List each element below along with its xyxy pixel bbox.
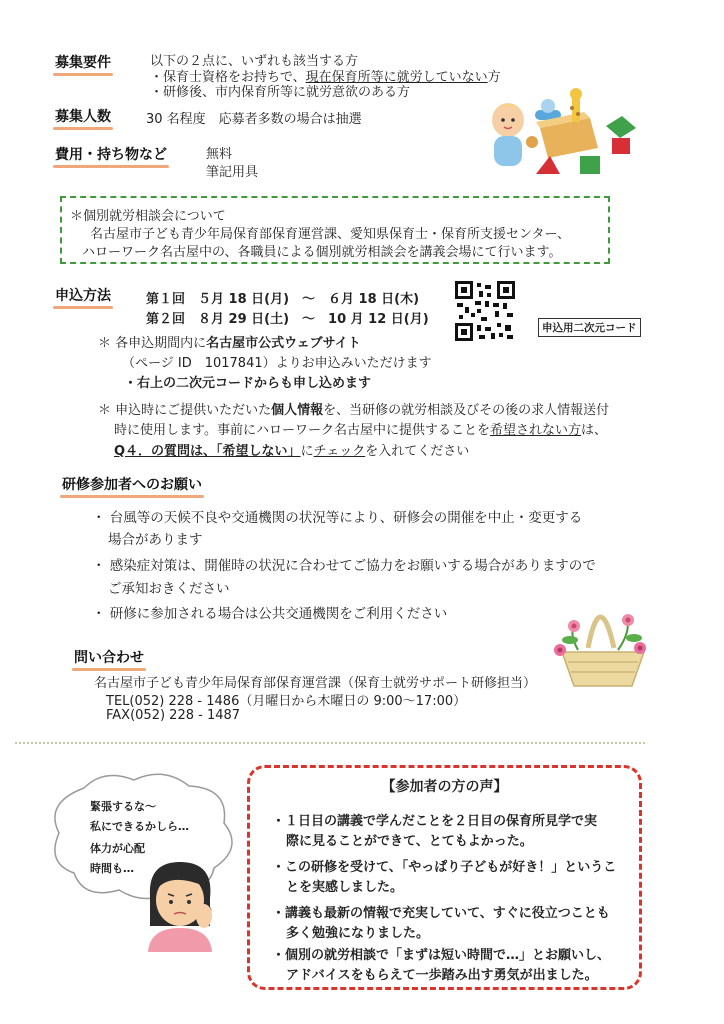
apply-note-2c-underlined-2: チェック xyxy=(313,444,366,459)
apply-note-2-pre: ＊ 申込時にご提供いただいた xyxy=(98,403,272,418)
voice-2a: ・この研修を受けて、「やっぱり子どもが好き！」というこ xyxy=(272,860,617,875)
cost-line-2: 筆記用具 xyxy=(206,165,259,180)
contact-heading: 問い合わせ xyxy=(72,647,146,669)
voice-3b: 多く勉強になりました。 xyxy=(286,926,430,941)
apply-heading: 申込方法 xyxy=(53,285,113,307)
consult-title: ＊個別就労相談会について xyxy=(70,209,226,224)
cost-heading: 費用・持ち物など xyxy=(53,144,169,166)
voice-4a: ・個別の就労相談で「まずは短い時間で…」とお願いし、 xyxy=(272,948,611,963)
apply-note-1 xyxy=(98,332,361,351)
contact-tel: TEL(052) 228 - 1486（月曜日から木曜日の 9:00～17:00） xyxy=(106,694,467,709)
apply-note-2b xyxy=(114,419,607,438)
consult-line-1: 名古屋市子ども青少年局保育部保育運営課、愛知県保育士・保育所支援センター、 xyxy=(90,227,570,242)
apply-note-2 xyxy=(98,399,609,418)
cost-line-1: 無料 xyxy=(206,147,233,162)
qr-code-icon[interactable] xyxy=(455,281,515,341)
apply-note-1-pre: ＊ 各申込期間内に xyxy=(98,336,207,351)
voice-1b: 際に見ることができて、とてもよかった。 xyxy=(286,834,533,849)
apply-round-2: 第２回 ８月 29 日(土) ～ 10 月 12 日(月) xyxy=(146,312,429,327)
apply-note-2-post: を、当研修の就労相談及びその後の求人情報送付 xyxy=(323,403,610,418)
voice-1a: ・１日目の講義で学んだことを２日目の保育所見学で実 xyxy=(272,814,598,829)
voice-2b: とを実感しました。 xyxy=(286,880,404,895)
recruit-heading: 募集要件 xyxy=(53,52,113,74)
apply-note-2b-pre: 時に使用します。事前にハローワーク名古屋中に提供することを xyxy=(114,423,490,438)
recruit-condition-1-pre: ・保育士資格をお持ちで、 xyxy=(150,70,306,85)
worry-line-1: 緊張するな～ xyxy=(90,800,156,813)
flower-basket-illustration xyxy=(548,592,658,688)
participant-voices-box xyxy=(247,765,642,990)
apply-note-1c: ・右上の二次元コードからも申し込めます xyxy=(124,376,372,391)
section-divider xyxy=(15,742,645,744)
capacity-heading: 募集人数 xyxy=(53,106,113,128)
apply-note-2b-post: は、 xyxy=(580,423,607,438)
recruit-condition-1-post: 方 xyxy=(487,70,501,85)
consult-line-2: ハローワーク名古屋中の、各職員による個別就労相談会を講義会場にて行います。 xyxy=(82,245,562,260)
request-item-1a: ・ 台風等の天候不良や交通機関の状況等により、研修会の開催を中止・変更する xyxy=(92,510,583,526)
voice-4b: アドバイスをもらえて一歩踏み出す勇気が出ました。 xyxy=(286,968,598,983)
contact-org: 名古屋市子ども青少年局保育部保育運営課（保育士就労サポート研修担当） xyxy=(94,676,537,691)
consult-box xyxy=(60,196,610,264)
city-website-link[interactable]: 名古屋市公式ウェブサイト xyxy=(206,336,361,351)
apply-note-2-bold: 個人情報 xyxy=(271,403,324,418)
apply-note-2c-mid: に xyxy=(300,444,314,459)
voice-3a: ・講義も最新の情報で充実していて、すぐに役立つことも xyxy=(272,906,610,921)
apply-note-2c-post: を入れてください xyxy=(365,444,470,459)
apply-note-2c-underlined: Q４．の質問は、「希望しない」 xyxy=(114,444,301,459)
apply-round-1: 第１回 ５月 18 日(月) ～ ６月 18 日(木) xyxy=(146,292,420,307)
apply-note-2b-underlined: 希望されない方 xyxy=(489,423,581,438)
worry-line-3: 体力が心配 xyxy=(90,842,145,855)
request-item-3: ・ 研修に参加される場合は公共交通機関をご利用ください xyxy=(92,606,448,622)
request-item-1b: 場合があります xyxy=(108,532,203,548)
apply-note-1b: （ページ ID 1017841）よりお申込みいただけます xyxy=(122,356,432,371)
contact-fax: FAX(052) 228 - 1487 xyxy=(106,708,241,723)
recruit-condition-1-underlined: 現在保育所等に就労していない xyxy=(305,70,488,85)
worry-line-4: 時間も… xyxy=(90,862,134,875)
apply-note-2c xyxy=(114,440,469,459)
capacity-text: 30 名程度 応募者多数の場合は抽選 xyxy=(146,112,362,127)
requests-heading: 研修参加者へのお願い xyxy=(60,474,204,496)
worried-woman-illustration xyxy=(130,856,230,952)
voices-title: 【参加者の方の声】 xyxy=(381,779,508,795)
recruit-condition-2: ・研修後、市内保育所等に就労意欲のある方 xyxy=(150,85,411,100)
worry-line-2: 私にできるかしら… xyxy=(90,820,189,833)
toys-illustration xyxy=(480,86,640,182)
recruit-intro: 以下の２点に、いずれも該当する方 xyxy=(150,54,359,69)
request-item-2a: ・ 感染症対策は、開催時の状況に合わせてご協力をお願いする場合がありますので xyxy=(92,558,596,574)
qr-code-label: 申込用二次元コード xyxy=(538,318,641,337)
request-item-2b: ご承知おきください xyxy=(108,581,230,597)
